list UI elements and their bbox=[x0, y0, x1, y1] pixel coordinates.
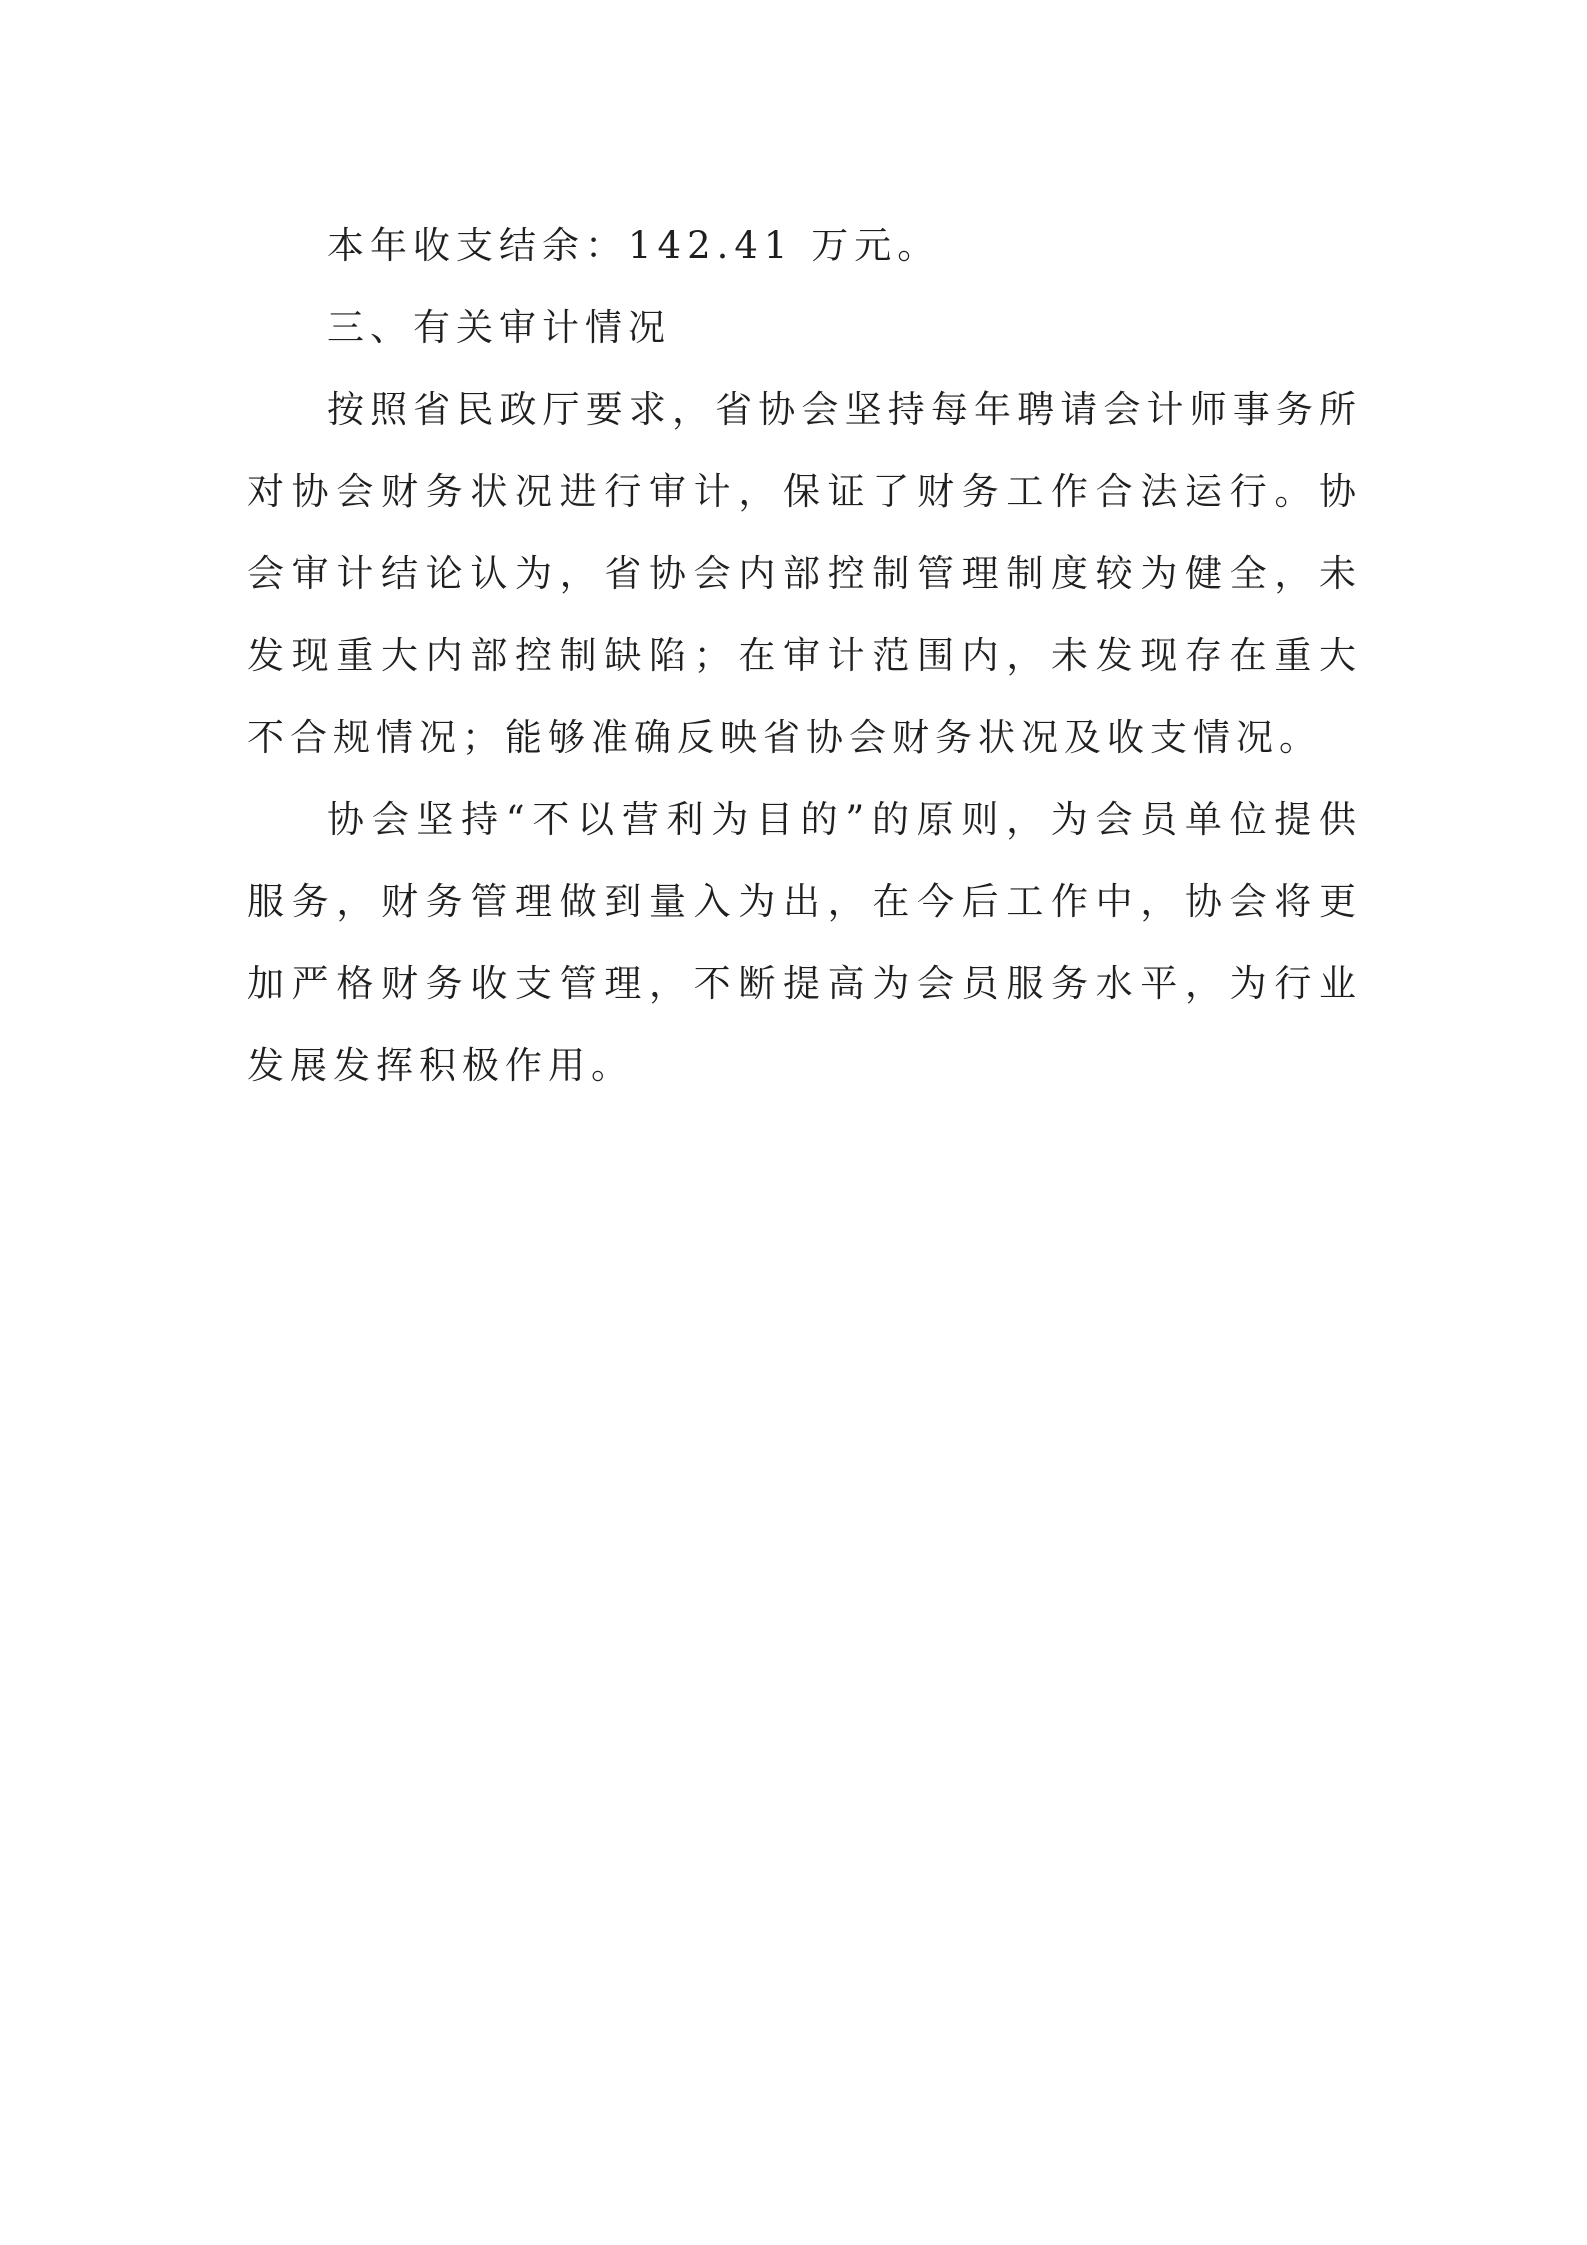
paragraph-audit-findings: 按照省民政厅要求，省协会坚持每年聘请会计师事务所对协会财务状况进行审计，保证了财务工作合法运行。协会审计结论认为，省协会内部控制管理制度较为健全，未发现重大内部控制缺陷；在审计范围内，未发现存在重大不合规情况；能够准确反映省协会财务状况及收支情况。 bbox=[247, 388, 1362, 759]
section-heading-audit: 三、有关审计情况 bbox=[327, 306, 671, 349]
paragraph-nonprofit-principle: 协会坚持“不以营利为目的”的原则，为会员单位提供服务，财务管理做到量入为出，在今后工作中，协会将更加严格财务收支管理，不断提高为会员服务水平，为行业发展发挥积极作用。 bbox=[247, 798, 1362, 1087]
paragraph-annual-balance: 本年收支结余：142.41 万元。 bbox=[327, 224, 941, 267]
document-body bbox=[247, 205, 1362, 1107]
